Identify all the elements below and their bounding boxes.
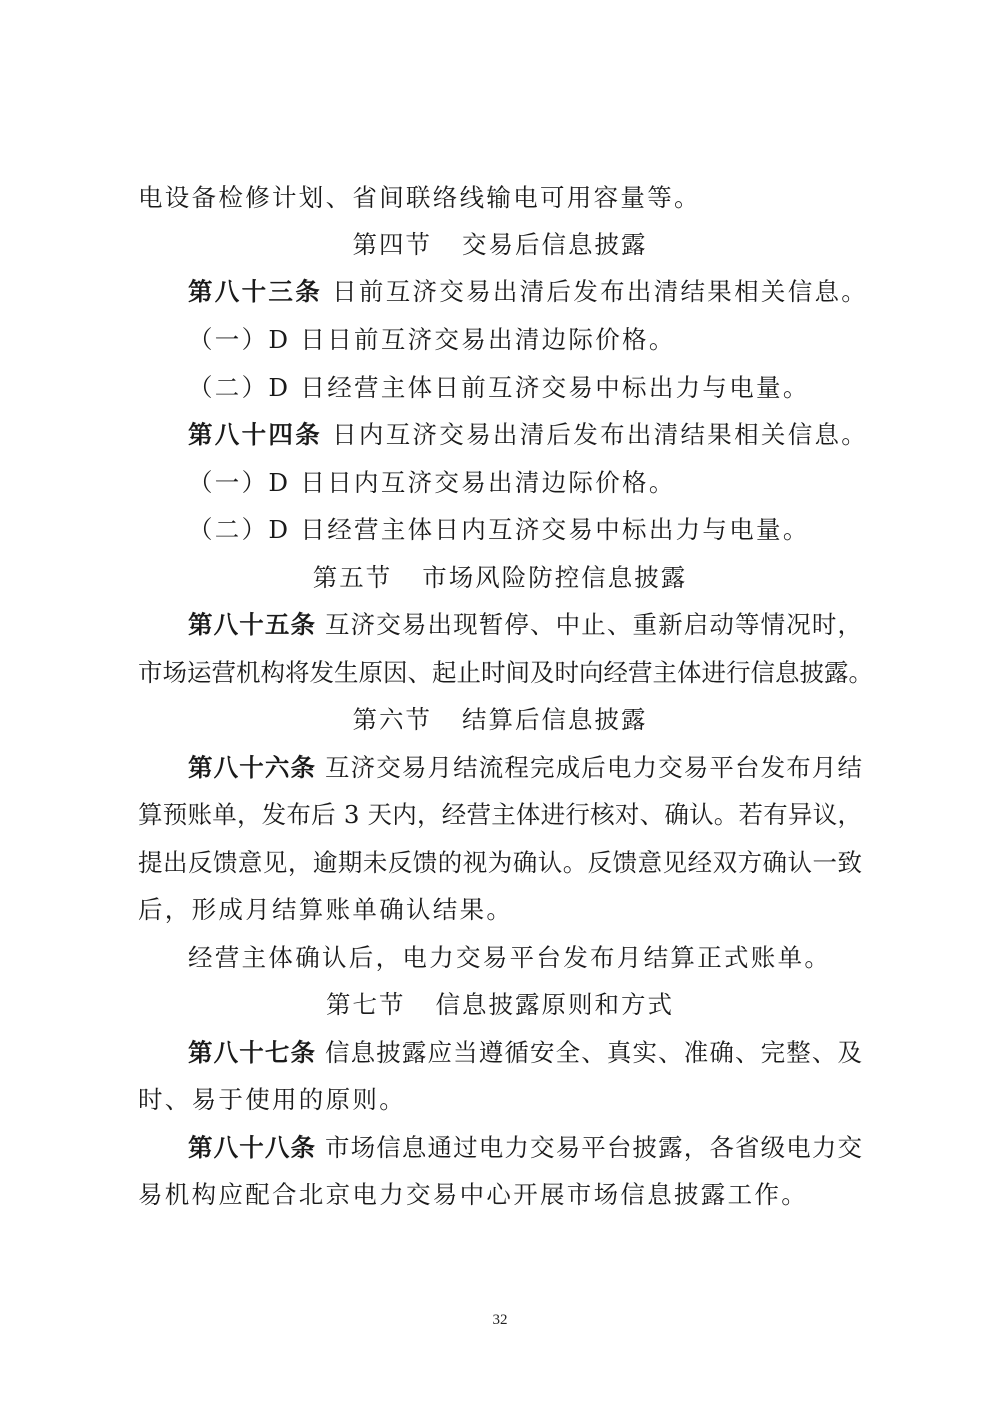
article-text: 易机构应配合北京电力交易中心开展市场信息披露工作。: [138, 1180, 808, 1209]
article-84-item-1: [188, 461, 862, 505]
article-text: 互济交易出现暂停、中止、重新启动等情况时，: [325, 610, 863, 639]
section-title: 市场风险防控信息披露: [422, 563, 688, 592]
text-line: [138, 176, 862, 220]
article-text: 日内互济交易出清后发布出清结果相关信息。: [332, 420, 869, 449]
section-heading-4: [0, 223, 1000, 267]
article-label: 第八十七条: [188, 1038, 317, 1067]
article-86: [188, 746, 862, 790]
article-text: 算预账单，发布后 3 天内，经营主体进行核对、确认。若有异议，: [138, 800, 862, 829]
article-text: 市场运营机构将发生原因、起止时间及时向经营主体进行信息披露。: [138, 658, 873, 687]
section-title: 交易后信息披露: [462, 230, 648, 259]
article-text: 日前互济交易出清后发布出清结果相关信息。: [332, 277, 869, 306]
article-label: 第八十六条: [188, 753, 317, 782]
section-heading-7: [0, 983, 1000, 1027]
article-84-item-2: [188, 508, 862, 552]
article-label: 第八十四条: [188, 420, 322, 449]
section-number: 第六节: [352, 705, 432, 734]
article-label: 第八十五条: [188, 610, 317, 639]
paragraph-continuation: 电设备检修计划、省间联络线输电可用容量等。: [138, 183, 701, 212]
article-83: [188, 270, 869, 314]
section-title: 信息披露原则和方式: [435, 990, 674, 1019]
article-text: 时、易于使用的原则。: [138, 1085, 406, 1114]
article-83-item-2: [188, 366, 862, 410]
page-number: 32: [492, 1312, 508, 1328]
list-item: （一）D 日日内互济交易出清边际价格。: [188, 468, 676, 497]
article-text: 后，形成月结算账单确认结果。: [138, 895, 514, 924]
article-84: [188, 413, 869, 457]
text-line: [138, 841, 862, 885]
section-heading-6: [0, 698, 1000, 742]
list-item: （二）D 日经营主体日内互济交易中标出力与电量。: [188, 515, 810, 544]
text-line: [138, 1173, 862, 1217]
section-title: 结算后信息披露: [462, 705, 648, 734]
article-text: 信息披露应当遵循安全、真实、准确、完整、及: [325, 1038, 863, 1067]
section-heading-5: [0, 556, 1000, 600]
article-88: [188, 1126, 862, 1170]
section-number: 第五节: [312, 563, 393, 592]
article-83-item-1: [188, 318, 862, 362]
text-line: [138, 888, 862, 932]
article-85: [188, 603, 862, 647]
article-text: 互济交易月结流程完成后电力交易平台发布月结: [325, 753, 863, 782]
text-line: [138, 793, 862, 837]
section-number: 第四节: [352, 230, 432, 259]
article-87: [188, 1031, 862, 1075]
article-text: 提出反馈意见，逾期未反馈的视为确认。反馈意见经双方确认一致: [138, 848, 862, 877]
paragraph: [188, 936, 862, 980]
article-text: 市场信息通过电力交易平台披露，各省级电力交: [325, 1133, 863, 1162]
paragraph-text: 经营主体确认后，电力交易平台发布月结算正式账单。: [188, 943, 832, 972]
list-item: （二）D 日经营主体日前互济交易中标出力与电量。: [188, 373, 810, 402]
article-label: 第八十三条: [188, 277, 322, 306]
section-number: 第七节: [326, 990, 406, 1019]
list-item: （一）D 日日前互济交易出清边际价格。: [188, 325, 676, 354]
article-label: 第八十八条: [188, 1133, 317, 1162]
text-line: [138, 651, 873, 695]
text-line: [138, 1078, 862, 1122]
